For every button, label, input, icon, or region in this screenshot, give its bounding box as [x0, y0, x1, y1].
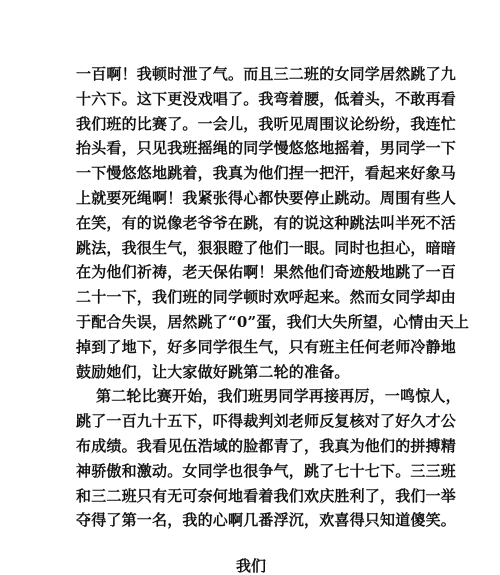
text-line: 我们班的比赛了。一会儿，我听见周围议论纷纷，我连忙 [76, 114, 457, 133]
text-line: 跳了一百九十五下，吓得裁判刘老师反复核对了好久才公 [76, 412, 457, 431]
text-line: 于配合失误，居然跳了“0”蛋，我们大失所望，心情由天上 [76, 312, 470, 331]
text-line: 抬头看，只见我班摇绳的同学慢悠悠地摇着，男同学一下 [76, 139, 457, 158]
text-line: 和三二班只有无可奈何地看着我们欢庆胜利了，我们一举 [76, 486, 457, 505]
text-line: 布成绩。我看见伍浩域的脸都青了，我真为他们的拼搏精 [76, 436, 457, 455]
cut-off-text: 我们 [236, 557, 267, 575]
cut-off-next-line [236, 553, 306, 575]
text-line: 夺得了第一名，我的心啊几番浮沉，欢喜得只知道傻笑。 [76, 511, 457, 530]
text-line: 神骄傲和激动。女同学也很争气，跳了七十七下。三三班 [76, 461, 457, 480]
text-line: 十六下。这下更没戏唱了。我弯着腰，低着头，不敢再看 [76, 89, 457, 108]
text-line: 上就要死绳啊！我紧张得心都快要停止跳动。周围有些人 [76, 188, 457, 207]
article-body [76, 62, 470, 533]
text-line: 一百啊！我顿时泄了气。而且三二班的女同学居然跳了九 [76, 65, 457, 83]
text-line: 一下慢悠悠地跳着，我真为他们捏一把汗，看起来好象马 [76, 164, 457, 183]
text-line: 跳法，我很生气，狠狠瞪了他们一眼。同时也担心，暗暗 [76, 238, 457, 257]
text-line: 鼓励她们，让大家做好跳第二轮的准备。 [76, 362, 350, 381]
text-line: 二十一下，我们班的同学顿时欢呼起来。然而女同学却由 [76, 288, 457, 307]
text-line: 掉到了地下，好多同学很生气，只有班主任何老师冷静地 [76, 337, 457, 356]
text-line: 在为他们祈祷，老天保佑啊！果然他们奇迹般地跳了一百 [76, 263, 457, 282]
text-line: 在笑，有的说像老爷爷在跳，有的说这种跳法叫半死不活 [76, 213, 457, 232]
paragraph-first-line: 第二轮比赛开始，我们班男同学再接再厉，一鸣惊人， [96, 387, 461, 406]
